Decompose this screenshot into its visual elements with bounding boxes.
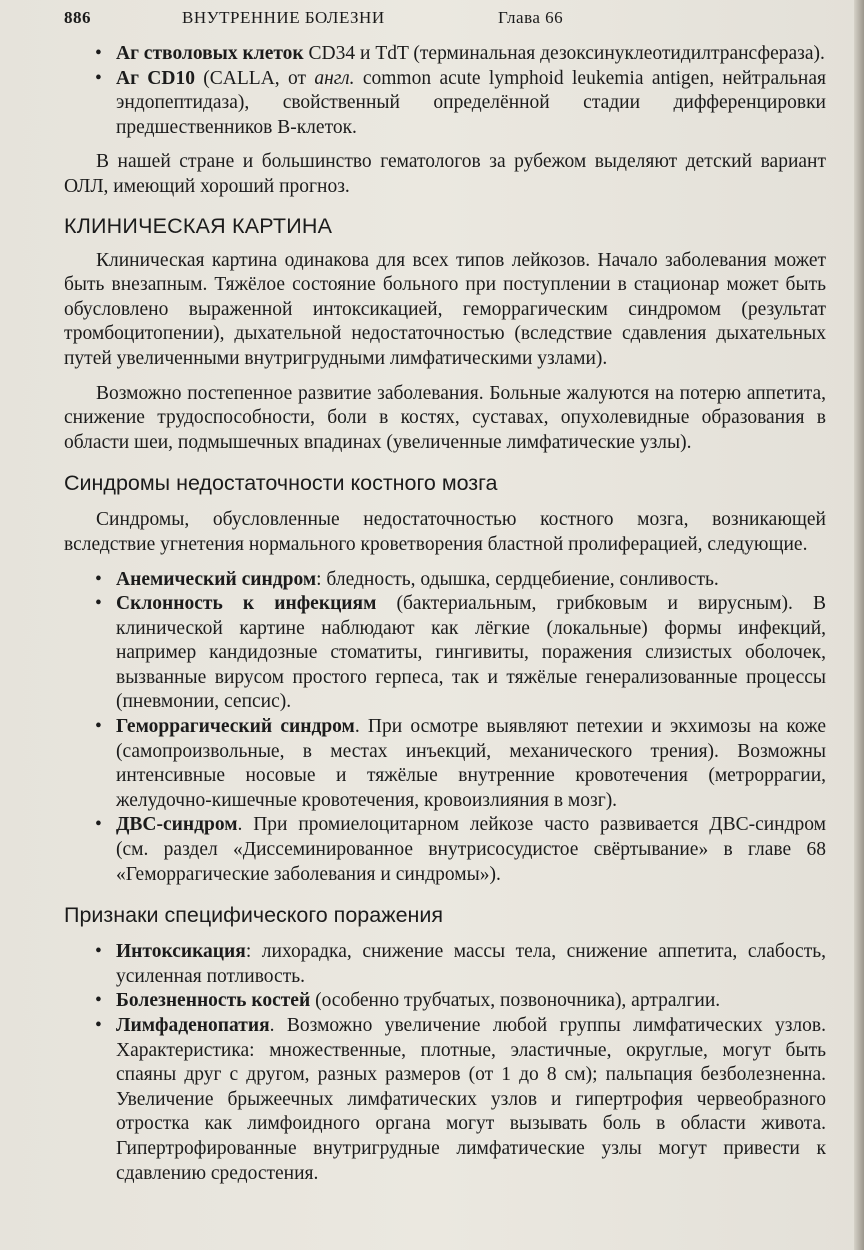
list-item: • Лимфаденопатия. Возможно увеличение любой группы лимфатических узлов. Характеристика: множественные, плотные, эластичные, округлые, могут быть спаяны друг с другом, разных размеров (от 1 до 8 см); пальпация безболезненна. Увеличение брыжеечных лимфатических узлов и гипертрофия червеобразного отростка как лимфоидного органа могут вызывать боль в области живота. Гипертрофированные внутригрудные лимфатические узлы могут привести к сдавлению средостения. <box>95 1015 826 1184</box>
page-number: 886 <box>64 8 91 27</box>
syndrome-list <box>64 568 826 888</box>
list-item: • Анемический синдром: бледность, одышка, сердцебиение, сонливость. <box>95 568 719 590</box>
paragraph: В нашей стране и большинство гематологов за рубежом выделяют детский вариант ОЛЛ, имеющий хороший прогноз. <box>64 151 826 197</box>
list-item: • Интоксикация: лихорадка, снижение массы тела, снижение аппетита, слабость, усиленная потливость. <box>95 941 826 987</box>
sign-list <box>64 940 826 1186</box>
running-head <box>64 8 826 42</box>
page-edge <box>854 0 864 1250</box>
list-item: • Геморрагический синдром. При осмотре выявляют петехии и экхимозы на коже (самопроизвольные, в местах инъекций, механического трения). Возможны интенсивные носовые и тяжёлые внутренние кровотечения (метроррагии, желудочно-кишечные кровотечения, кровоизлияния в мозг). <box>95 716 826 811</box>
book-title: ВНУТРЕННИЕ БОЛЕЗНИ <box>182 8 385 27</box>
section-heading: КЛИНИЧЕСКАЯ КАРТИНА <box>64 213 333 238</box>
list-item: • ДВС-синдром. При промиелоцитарном лейкозе часто развивается ДВС-синдром (см. раздел «Диссеминированное внутрисосудистое свёртывание» в главе 68 «Геморрагические заболевания и синдромы»). <box>95 814 826 885</box>
list-item: • Болезненность костей (особенно трубчатых, позвоночника), артралгии. <box>95 990 721 1012</box>
section-heading: Синдромы недостаточности костного мозга <box>64 471 498 496</box>
paragraph: Клиническая картина одинакова для всех типов лейкозов. Начало заболевания может быть внезапным. Тяжёлое состояние больного при поступлении в стационар может быть обусловлено выраженной интоксикацией, геморрагическим синдромом (результат тромбоцитопении), дыхательной недостаточностью (вследствие сдавления дыхательных путей увеличенными внутригрудными лимфатическими узлами). <box>64 249 826 369</box>
list-item: • Склонность к инфекциям (бактериальным, грибковым и вирусным). В клинической картине наблюдают как лёгкие (локальные) формы инфекций, например кандидозные стоматиты, гингивиты, поражения слизистых оболочек, вызванные вирусом простого герпеса, так и тяжёлые генерализованные процессы (пневмонии, сепсис). <box>95 593 826 713</box>
list-item: • Аг CD10 (CALLA, от англ. common acute lymphoid leukemia antigen, нейтральная эндопептидаза), свойственный определённой стадии дифференцировки предшественников В-клеток. <box>95 67 826 138</box>
paragraph: Синдромы, обусловленные недостаточностью костного мозга, возникающей вследствие угнетения нормального кроветворения бластной пролиферацией, следующие. <box>64 509 826 555</box>
antigen-list <box>64 42 826 140</box>
list-item: • Аг стволовых клеток CD34 и TdT (терминальная дезоксинуклеотидилтрансфераза). <box>95 43 825 64</box>
chapter-label: Глава 66 <box>498 8 564 27</box>
section-heading: Признаки специфического поражения <box>64 903 444 928</box>
paragraph: Возможно постепенное развитие заболевания. Больные жалуются на потерю аппетита, снижение трудоспособности, боли в костях, суставах, опухолевидные образования в области шеи, подмышечных впадинах (увеличенные лимфатические узлы). <box>64 382 826 453</box>
